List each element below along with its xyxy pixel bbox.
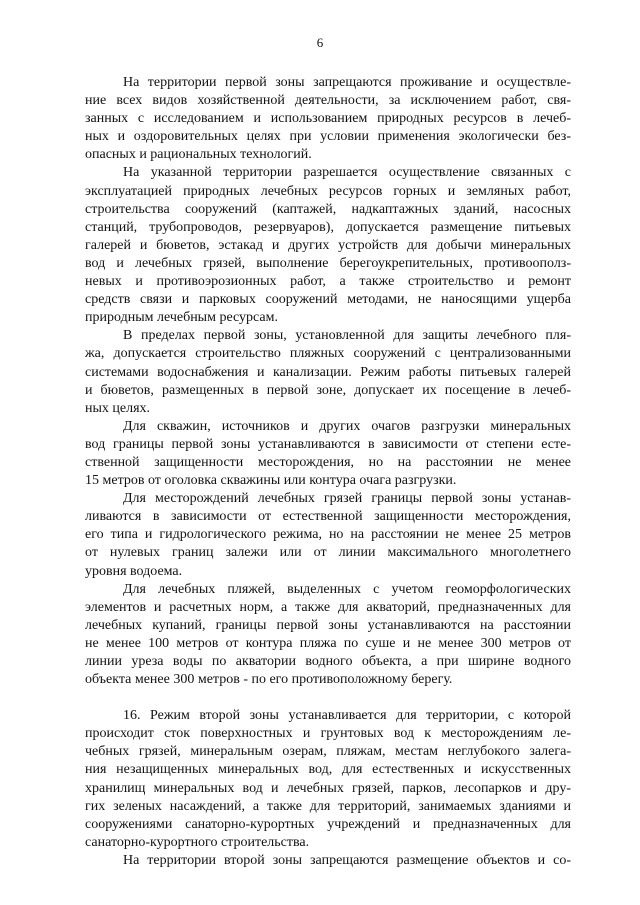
text-line: объекта менее 300 метров - по его противоположному берегу. — [85, 672, 453, 688]
text-line: и бюветов, размещенных в первой зоне, допускает их посещение в лечеб- — [85, 382, 571, 398]
paragraph — [85, 490, 571, 580]
document-body — [85, 74, 571, 870]
text-line: Для скважин, источников и других очагов разгрузки минеральных — [123, 418, 571, 434]
paragraph — [85, 852, 571, 870]
text-line: сооружениями санаторно-курортных учреждений и предназначенных для — [85, 816, 571, 832]
text-line: элементов и расчетных норм, а также для акваторий, предназначенных для — [85, 599, 571, 615]
text-line: вод границы первой зоны устанавливаются в зависимости от степени есте- — [85, 436, 571, 452]
text-line: линии уреза воды по акватории водного объекта, а при ширине водного — [85, 654, 571, 669]
text-line: ние всех видов хозяйственной деятельности, за исключением работ, свя- — [85, 93, 571, 109]
paragraph — [85, 707, 571, 852]
text-line: 15 метров от оголовка скважины или контура очага разгрузки. — [85, 473, 457, 489]
text-line: невых и противоэрозионных работ, а также строительство и ремонт — [85, 274, 571, 290]
text-line: чебных грязей, минеральным озерам, пляжам, местам неглубокого залега- — [85, 744, 571, 760]
text-line: ственной защищенности месторождения, но на расстоянии не менее — [85, 454, 571, 470]
text-line: происходит сток поверхностных и грунтовых вод к месторождениям ле- — [85, 726, 571, 742]
text-line: занных с исследованием и использованием природных ресурсов в лечеб- — [85, 111, 571, 127]
text-line: гих зеленых насаждений, а также для территорий, занимаемых зданиями и — [85, 798, 571, 814]
text-line: хранилищ минеральных вод и лечебных грязей, парков, лесопарков и дру- — [85, 780, 571, 796]
text-line: 16. Режим второй зоны устанавливается для территории, с которой — [123, 708, 571, 724]
paragraph — [85, 327, 571, 417]
text-line: ных целях. — [85, 400, 151, 416]
paragraph — [85, 418, 571, 490]
text-line: системами водоснабжения и канализации. Режим работы питьевых галерей — [85, 364, 571, 380]
text-line: ных и оздоровительных целях при условии применения экологически без- — [85, 129, 571, 145]
text-line: его типа и гидрологического режима, но на расстоянии не менее 25 метров — [85, 527, 571, 543]
text-line: жа, допускается строительство пляжных сооружений с централизованными — [85, 346, 571, 362]
text-line: эксплуатацией природных лечебных ресурсов горных и земляных работ, — [85, 183, 571, 199]
text-line: галерей и бюветов, эстакад и других устройств для добычи минеральных — [85, 237, 571, 253]
paragraph — [85, 164, 571, 327]
text-line: На территории первой зоны запрещаются проживание и осуществле- — [123, 75, 571, 90]
text-line: уровня водоема. — [85, 563, 183, 579]
text-line: строительства сооружений (каптажей, надкаптажных зданий, насосных — [85, 201, 571, 217]
text-line: природным лечебным ресурсам. — [85, 310, 278, 326]
text-line: На указанной территории разрешается осуществление связанных с — [123, 165, 571, 181]
page-number: 6 — [316, 35, 324, 50]
text-line: ливаются в зависимости от естественной защищенности месторождения, — [85, 509, 571, 525]
text-line: ния незащищенных минеральных вод, для естественных и искусственных — [85, 762, 571, 778]
text-line: лечебных купаний, границы первой зоны устанавливаются на расстоянии — [85, 617, 571, 633]
text-line: Для лечебных пляжей, выделенных с учетом геоморфологических — [123, 581, 571, 597]
text-line: санаторно-курортного строительства. — [85, 834, 310, 850]
paragraph — [85, 581, 571, 690]
text-line: от нулевых границ залежи или от линии максимального многолетнего — [85, 545, 571, 561]
paragraph — [85, 74, 571, 164]
text-line: опасных и рациональных технологий. — [85, 147, 312, 163]
text-line: станций, трубопроводов, резервуаров), допускается размещение питьевых — [85, 219, 571, 235]
section-gap — [85, 689, 571, 707]
text-line: Для месторождений лечебных грязей границы первой зоны устанав- — [123, 491, 571, 507]
text-line: средств связи и парковых сооружений методами, не наносящими ущерба — [85, 292, 571, 308]
text-line: В пределах первой зоны, установленной для защиты лечебного пля- — [123, 328, 571, 344]
text-line: не менее 100 метров от контура пляжа по суше и не менее 300 метров от — [85, 635, 571, 651]
text-line: вод и лечебных грязей, выполнение берегоукрепительных, противоополз- — [85, 255, 571, 271]
text-line: На территории второй зоны запрещаются размещение объектов и со- — [123, 852, 571, 868]
